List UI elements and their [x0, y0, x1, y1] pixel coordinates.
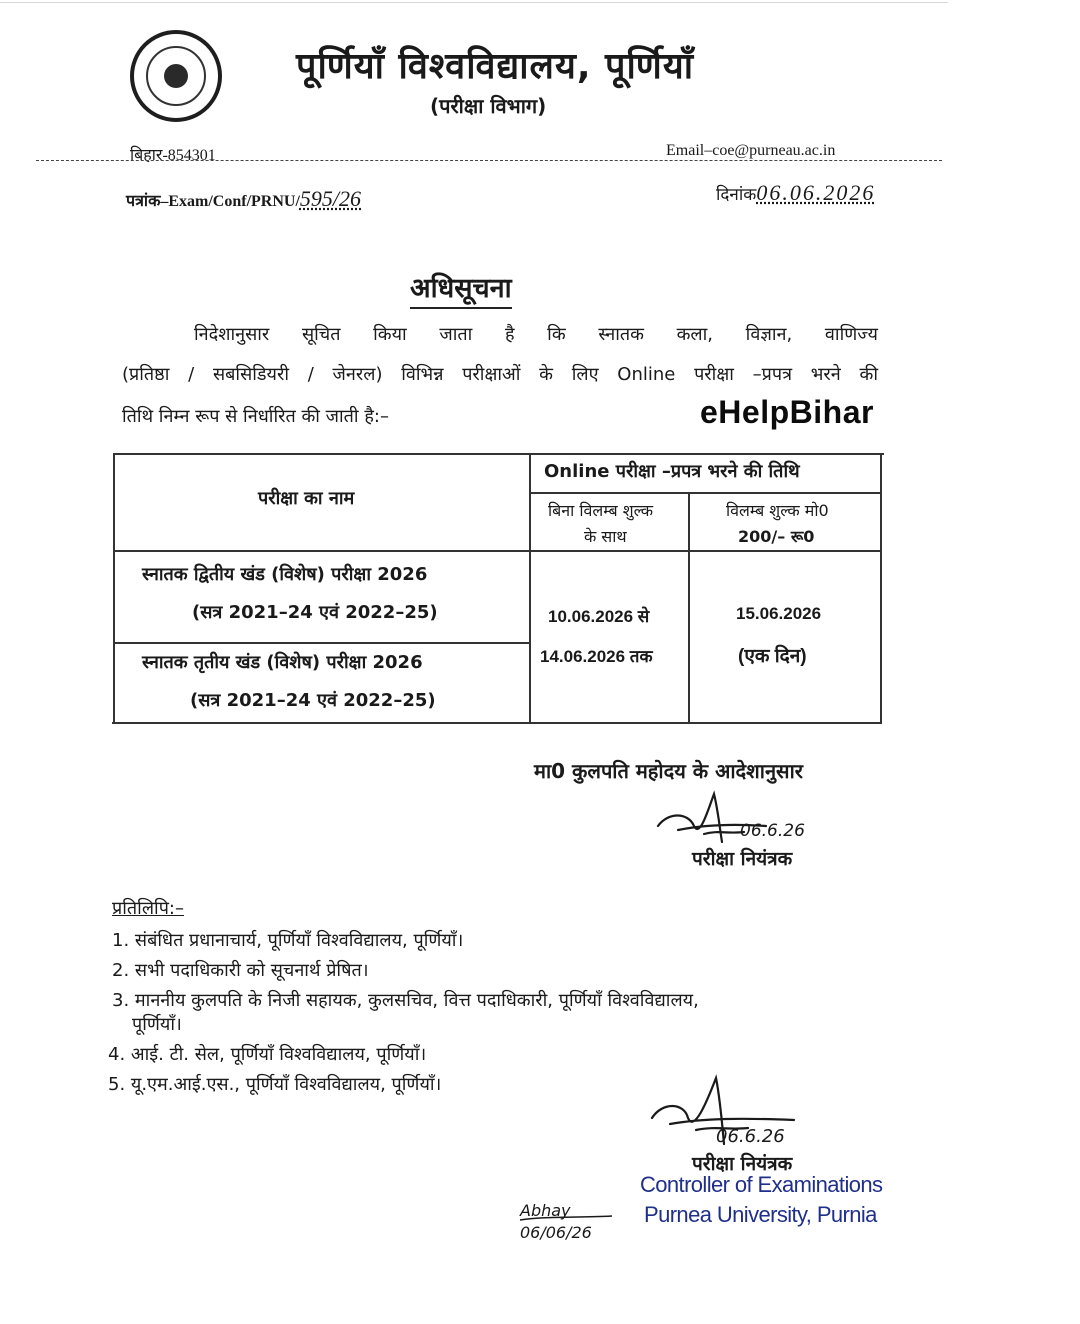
date-label: दिनांक [716, 185, 757, 204]
university-title: पूर्णियाँ विश्वविद्यालय, पूर्णियाँ [296, 46, 695, 87]
table-header-late-fee-2: 200/– रू0 [738, 527, 815, 546]
table-border-left [113, 453, 115, 724]
reference-number [126, 186, 361, 212]
clerk-initials-signature [516, 1196, 626, 1246]
table-header-no-late-fee-1: बिना विलम्ब शुल्क [548, 501, 654, 520]
copy-item-continuation: पूर्णियाँ। [132, 1014, 182, 1035]
initials-date: 06/06/26 [520, 1223, 592, 1242]
signatory-role: परीक्षा नियंत्रक [692, 848, 793, 870]
table-col-divider-2 [688, 493, 690, 724]
university-seal-logo [130, 30, 222, 122]
top-border-line [0, 2, 948, 3]
date-handwritten-value: 06.06.2026 [756, 180, 876, 205]
table-row-exam: स्नातक तृतीय खंड (विशेष) परीक्षा 2026 [142, 652, 423, 673]
notice-line-3: तिथि निम्न रूप से निर्धारित की जाती है:– [122, 406, 389, 427]
copy-item: 4. आई. टी. सेल, पूर्णियाँ विश्वविद्यालय, पूर्णियाँ। [108, 1044, 427, 1065]
table-border-top [114, 453, 884, 455]
stamp-role-hindi: परीक्षा नियंत्रक [692, 1153, 793, 1175]
controller-signature-2 [644, 1074, 814, 1154]
table-header-late-fee-1: विलम्ब शुल्क मो0 [726, 501, 829, 520]
header-divider [36, 160, 942, 161]
stamp-controller-title: Controller of Examinations [640, 1172, 883, 1197]
initials-name: Abhay [520, 1201, 571, 1220]
signature-date-1: 06.6.26 [740, 821, 805, 841]
watermark-text: eHelpBihar [700, 394, 874, 430]
late-fee-duration: (एक दिन) [738, 646, 807, 667]
address: बिहार-854301 [130, 147, 216, 164]
table-header-no-late-fee-2: के साथ [584, 527, 627, 546]
copy-item: 3. माननीय कुलपति के निजी सहायक, कुलसचिव, वित्त पदाधिकारी, पूर्णियाँ विश्वविद्यालय, [112, 990, 699, 1011]
no-late-fee-start-date: 10.06.2026 से [548, 607, 650, 626]
department-name: (परीक्षा विभाग) [430, 94, 547, 118]
email-address: Email–coe@purneau.ac.in [666, 142, 836, 159]
table-row-session: (सत्र 2021–24 एवं 2022–25) [192, 602, 438, 623]
notice-line-2: (प्रतिष्ठा / सबसिडियरी / जेनरल) विभिन्न परीक्षाओं के लिए Online परीक्षा –प्रपत्र भरने की [122, 364, 878, 385]
reference-prefix: पत्रांक–Exam/Conf/PRNU/ [126, 193, 300, 210]
late-fee-date: 15.06.2026 [736, 604, 822, 623]
seal-emblem [164, 64, 188, 88]
table-group-header-line [530, 492, 881, 494]
table-row-divider [114, 642, 530, 644]
table-header-exam-name: परीक्षा का नाम [258, 488, 355, 509]
table-row-exam: स्नातक द्वितीय खंड (विशेष) परीक्षा 2026 [142, 564, 428, 585]
copy-to-heading: प्रतिलिपि:– [112, 898, 184, 919]
copy-item: 2. सभी पदाधिकारी को सूचनार्थ प्रेषित। [112, 960, 369, 981]
copy-item: 1. संबंधित प्रधानाचार्य, पूर्णियाँ विश्वविद्यालय, पूर्णियाँ। [112, 930, 464, 951]
copy-item: 5. यू.एम.आई.एस., पूर्णियाँ विश्वविद्यालय, पूर्णियाँ। [108, 1074, 442, 1095]
table-header-date-group: Online परीक्षा –प्रपत्र भरने की तिथि [544, 461, 800, 482]
table-row-session: (सत्र 2021–24 एवं 2022–25) [190, 690, 436, 711]
no-late-fee-end-date: 14.06.2026 तक [540, 647, 653, 666]
order-authority-line: मा0 कुलपति महोदय के आदेशानुसार [534, 759, 803, 783]
table-header-bottom-line [114, 550, 881, 552]
table-border-bottom [112, 722, 880, 724]
letter-date [716, 180, 875, 206]
stamp-university-name: Purnea University, Purnia [644, 1202, 877, 1227]
notice-title: अधिसूचना [410, 268, 512, 309]
signature-date-2: 06.6.26 [716, 1126, 785, 1147]
notice-line-1: निदेशानुसार सूचित किया जाता है कि स्नातक कला, विज्ञान, वाणिज्य [194, 324, 878, 345]
reference-handwritten-number: 595/26 [299, 186, 362, 211]
